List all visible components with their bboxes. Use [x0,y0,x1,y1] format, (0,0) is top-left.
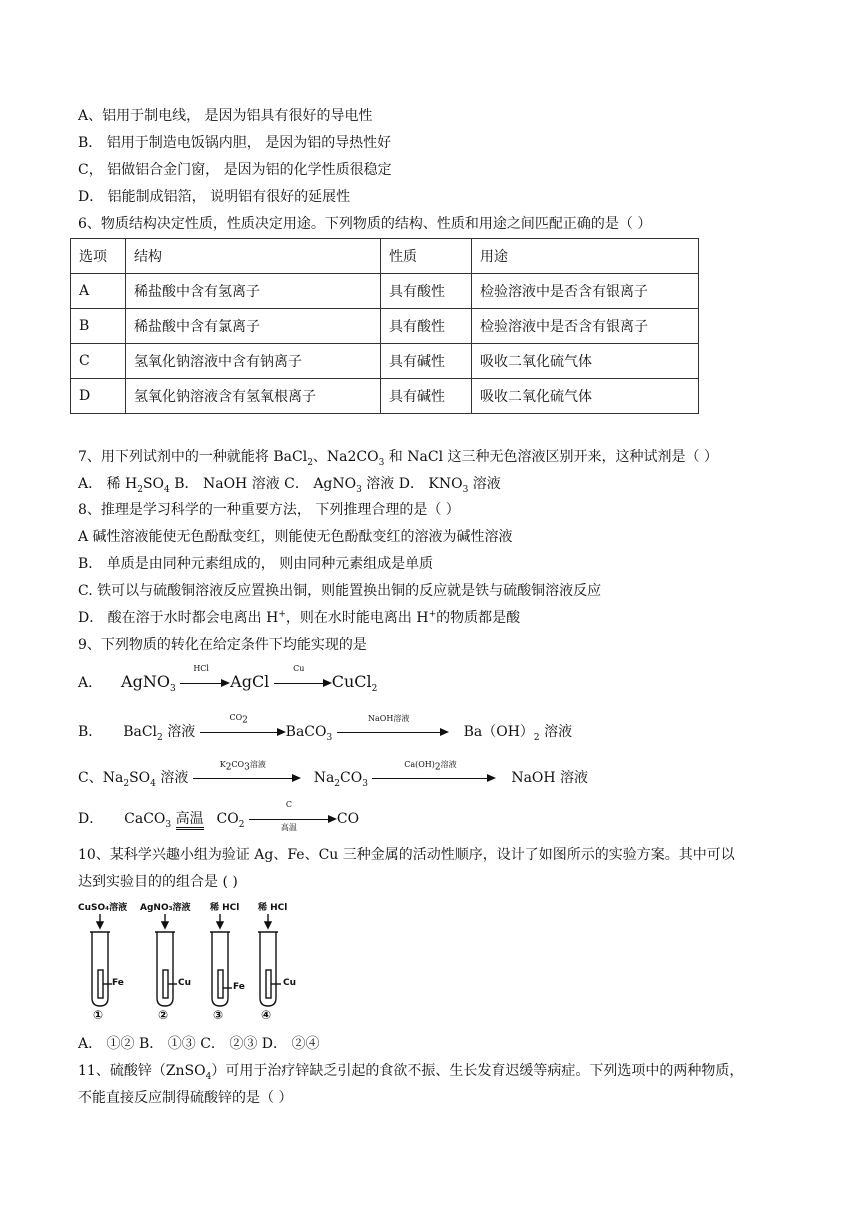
arrow-condition-text: K [219,760,226,769]
metal-label: Fe [112,978,124,988]
formula: Na [102,770,124,786]
q8-option-b: B． 单质是由同种元素组成的， 则由同种元素组成是单质 [78,556,434,572]
formula: BaCl [123,724,158,740]
subscript: 4 [205,1071,212,1082]
tube-number: ④ [261,1008,272,1022]
table-cell: B [71,309,126,344]
q7-option-text: B． NaOH 溶液 C． AgNO [169,476,357,492]
formula: Ba（OH） [463,724,534,740]
table-cell: 吸收二氧化硫气体 [472,379,699,414]
q11-stem-line-2: 不能直接反应制得硫酸锌的是（ ） [78,1090,293,1106]
table-cell: 稀盐酸中含有氢离子 [126,274,381,309]
tube-label: 稀 HCl [258,903,288,913]
arrow-condition-text: CO [231,760,245,769]
q7-options [78,475,501,493]
reaction-arrow [249,800,337,832]
subscript: 2 [157,732,163,743]
subscript: 3 [169,683,176,694]
q5-option-c: C， 铝做铝合金门窗， 是因为铝的化学性质很稳定 [78,162,392,178]
subscript: 2 [123,778,130,789]
q5-option-b: B． 铝用于制造电饭锅内胆， 是因为铝的导热性好 [78,135,392,151]
q8-stem: 8、推理是学习科学的一种重要方法， 下列推理合理的是（ ） [78,502,460,518]
table-row [71,309,699,344]
q7-option-text: 溶液 D． KNO [361,476,463,492]
subscript: 3 [244,762,250,773]
formula: CuCl [331,672,372,691]
q8-option-a: A 碱性溶液能使无色酚酞变红，则能使无色酚酞变红的溶液为碱性溶液 [78,529,513,545]
table-row [71,274,699,309]
formula: CaCO [124,811,166,827]
table-row [71,344,699,379]
arrow-condition: Cu [293,664,305,673]
q10-stem-line-1: 10、某科学兴趣小组为验证 Ag、Fe、Cu 三种金属的活动性顺序，设计了如图所示的实验方案。其中可以 [78,847,735,863]
reaction-arrow [274,664,332,690]
q9-option-c [78,760,589,789]
table-row [71,379,699,414]
table-header-cell: 选项 [71,239,126,274]
table-cell: 具有碱性 [381,379,472,414]
formula: 溶液 [155,770,189,786]
q8-option-text: D． 酸在溶于水时都会电离出 H [78,610,279,626]
option-label: D． [78,811,104,827]
table-cell: 稀盐酸中含有氯离子 [126,309,381,344]
subscript: 2 [242,715,248,726]
condition-high-temperature: 高温 [176,811,204,830]
arrow-condition: HCl [193,664,209,673]
q7-option-text: SO [142,476,165,492]
formula: Na [313,770,335,786]
arrow-condition-text: CO [229,713,243,722]
subscript: 3 [462,484,469,495]
tube-number: ① [93,1008,104,1022]
subscript: 3 [356,484,362,495]
q9-option-a [78,664,378,694]
table-cell: 检验溶液中是否含有银离子 [472,309,699,344]
test-tubes-figure [78,900,308,1030]
formula: 溶液 [162,724,196,740]
subscript: 3 [165,819,172,830]
q8-option-c: C. 铁可以与硫酸铜溶液反应置换出铜，则能置换出铜的反应就是铁与硫酸铜溶液反应 [78,583,602,599]
arrow-down-icon [265,922,271,928]
table-header-cell: 用途 [472,239,699,274]
tube-number: ② [158,1008,169,1022]
superscript: + [428,609,437,620]
q8-option-d [78,609,520,627]
table-header-cell: 结构 [126,239,381,274]
formula: CO [336,811,360,827]
formula: AgNO [121,672,170,691]
arrow-condition: 高温 [280,823,297,832]
subscript: 3 [378,457,385,468]
metal-strip-icon [98,970,103,998]
subscript: 2 [238,819,245,830]
formula: 溶液 [539,724,573,740]
q11-stem-text: 11、硫酸锌（ZnSO [78,1063,206,1079]
q7-option-text: 溶液 [468,476,501,492]
q7-stem-text: 和 NaCl 这三种无色溶液区别开来，这种试剂是（ ） [384,449,718,465]
formula: CO [216,811,239,827]
superscript: + [278,609,286,620]
subscript: 2 [533,732,540,743]
q9-option-d [78,800,360,832]
table-cell: 氢氧化钠溶液含有氢氧根离子 [126,379,381,414]
subscript: 3 [326,732,333,743]
arrow-condition: C [285,800,292,809]
arrow-down-icon [97,922,103,928]
table-cell: 具有酸性 [381,274,472,309]
q10-options: A． ①② B． ①③ C． ②③ D． ②④ [78,1036,320,1052]
arrow-condition [200,713,278,726]
arrow-condition-text: 溶液 [249,760,266,769]
q6-table [70,238,699,414]
test-tubes-drawing [78,900,308,1030]
metal-strip-icon [218,970,223,998]
formula: NaOH 溶液 [511,770,589,786]
formula: AgCl [230,672,270,691]
subscript: 3 [362,778,368,789]
q6-stem: 6、物质结构决定性质，性质决定用途。下列物质的结构、性质和用途之间匹配正确的是（ ） [78,216,652,232]
arrow-down-icon [162,922,168,928]
q7-stem-text: 、Na2CO [312,449,379,465]
table-cell: C [71,344,126,379]
q9-option-b [78,713,573,743]
reaction-arrow [180,664,230,690]
arrow-down-icon [217,922,223,928]
table-cell: D [71,379,126,414]
metal-label: Cu [178,978,192,988]
subscript: 2 [434,762,441,773]
q11-stem-line-1 [78,1062,743,1080]
table-cell: A [71,274,126,309]
table-header-cell: 性质 [381,239,472,274]
metal-strip-icon [266,970,271,998]
tube-label: CuSO₄溶液 [78,903,128,913]
tube-label: 稀 HCl [210,903,240,913]
arrow-condition-text: 溶液 [440,760,457,769]
subscript: 2 [371,683,378,694]
subscript: 2 [137,484,143,495]
subscript: 2 [334,778,341,789]
reaction-arrow [200,713,286,739]
formula: SO [129,770,151,786]
arrow-condition-text: Ca(OH) [404,760,435,769]
subscript: 2 [225,762,232,773]
option-label: C、 [78,770,103,786]
tube-label: AgNO₃溶液 [140,903,191,913]
subscript: 4 [164,484,170,495]
table-header-row [71,239,699,274]
reaction-arrow [193,760,301,785]
subscript: 2 [307,457,313,468]
table-cell: 具有酸性 [381,309,472,344]
q8-option-text: 的物质都是酸 [436,610,521,626]
q9-stem: 9、下列物质的转化在给定条件下均能实现的是 [78,637,367,653]
formula: CO [340,770,363,786]
table-cell: 吸收二氧化硫气体 [472,344,699,379]
metal-strip-icon [163,970,168,998]
formula: BaCO [285,724,327,740]
tube-number: ③ [213,1008,224,1022]
metal-label: Fe [233,982,245,992]
reaction-arrow [337,714,449,739]
option-label: A． [78,675,103,691]
q5-option-d: D． 铝能制成铝箔， 说明铝有很好的延展性 [78,189,351,205]
arrow-condition: NaOH溶液 [368,714,410,723]
table-cell: 检验溶液中是否含有银离子 [472,274,699,309]
option-label: B． [78,724,103,740]
table-cell: 氢氧化钠溶液中含有钠离子 [126,344,381,379]
subscript: 4 [150,778,156,789]
q7-stem-text: 7、用下列试剂中的一种就能将 BaCl [78,449,308,465]
q11-stem-text: ）可用于治疗锌缺乏引起的食欲不振、生长发育迟缓等病症。下列选项中的两种物质， [211,1063,744,1079]
q5-option-a: A、铝用于制电线， 是因为铝具有很好的导电性 [78,108,373,124]
q7-stem [78,448,718,466]
q10-stem-line-2: 达到实验目的的组合是 ( ) [78,874,238,890]
arrow-condition [372,759,488,773]
q8-option-text: ，则在水时能电离出 H [285,610,429,626]
metal-label: Cu [283,978,297,988]
arrow-condition [193,759,293,773]
q7-option-text: A． 稀 H [78,476,138,492]
table-cell: 具有碱性 [381,344,472,379]
reaction-arrow [372,760,496,785]
